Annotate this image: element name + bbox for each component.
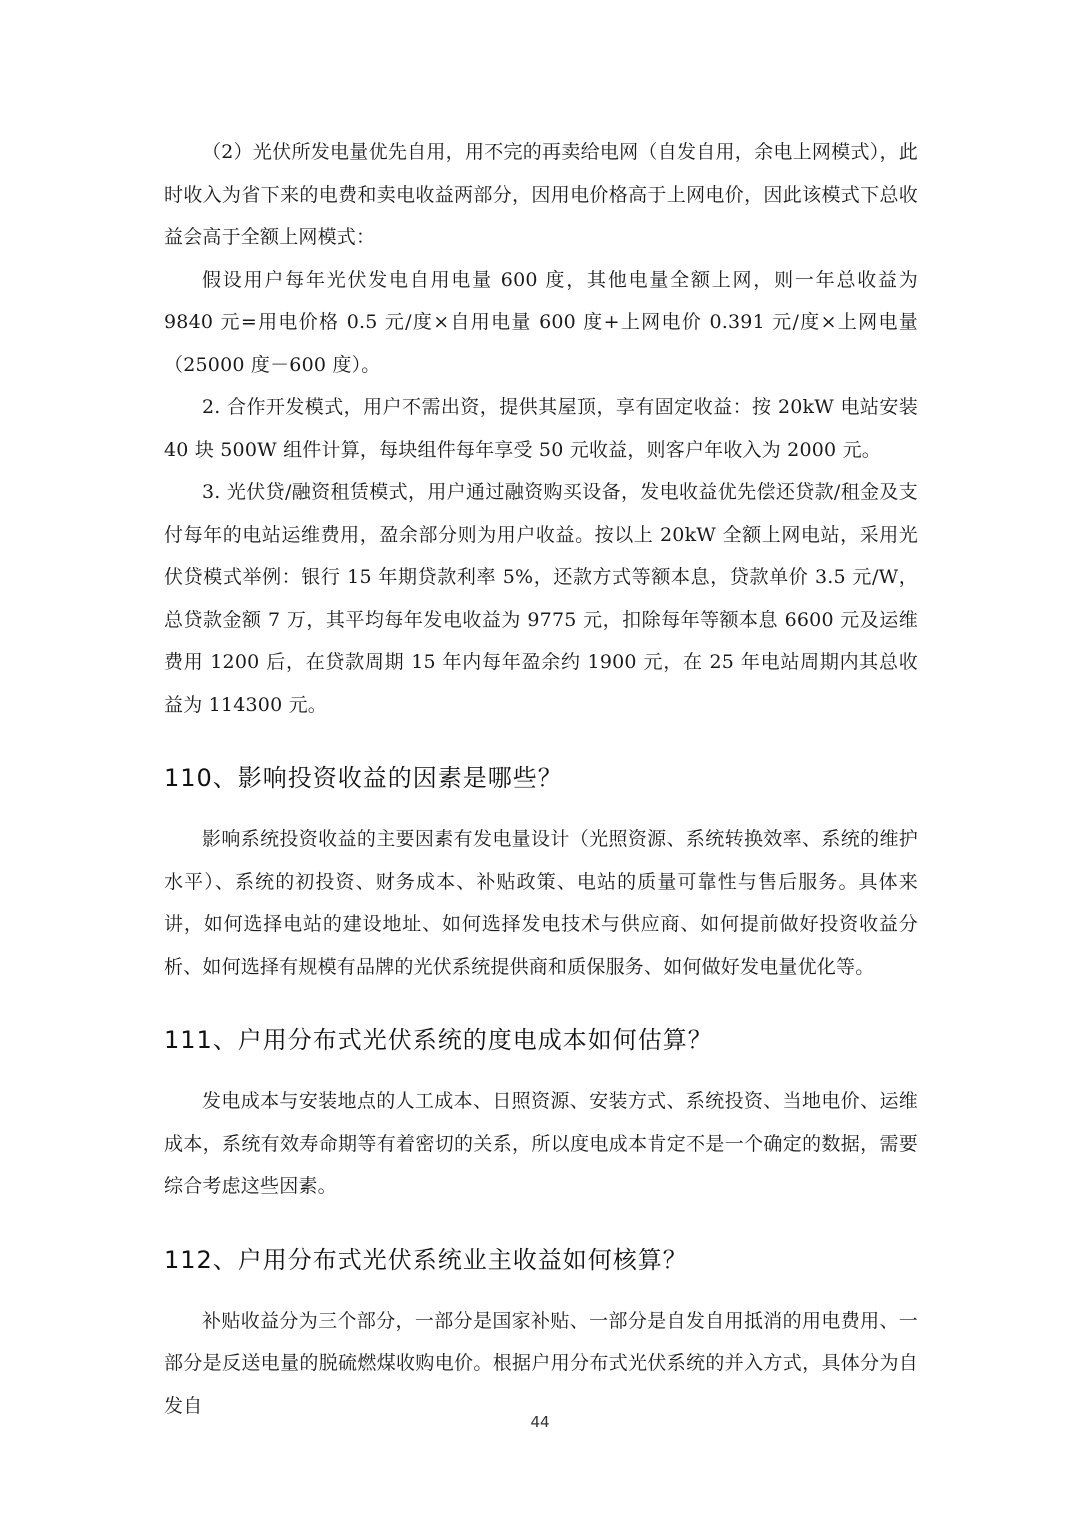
spacer (164, 1060, 918, 1080)
section-heading-111: 111、户用分布式光伏系统的度电成本如何估算？ (164, 1026, 713, 1054)
paragraph-self-use-example: 假设用户每年光伏发电自用电量 600 度，其他电量全额上网，则一年总收益为 9840 元=用电价格 0.5 元/度×自用电量 600 度+上网电价 0.391 元/度×上网电量（25000 度－600 度）。 (164, 268, 918, 376)
spacer (164, 1280, 918, 1300)
paragraph-self-use-mode: （2）光伏所发电量优先自用，用不完的再卖给电网（自发自用，余电上网模式），此时收入为省下来的电费和卖电收益两部分，因用电价格高于上网电价，因此该模式下总收益会高于全额上网模式： (164, 141, 918, 248)
section-body-111: 发电成本与安装地点的人工成本、日照资源、安装方式、系统投资、当地电价、运维成本，系统有效寿命期等有着密切的关系，所以度电成本肯定不是一个确定的数据，需要综合考虑这些因素。 (164, 1090, 918, 1197)
paragraph-loan-lease-mode: 3. 光伏贷/融资租赁模式，用户通过融资购买设备，发电收益优先偿还贷款/租金及支付每年的电站运维费用，盈余部分则为用户收益。按以上 20kW 全额上网电站，采用光伏贷模式举例：银行 15 年期贷款利率 5%，还款方式等额本息，贷款单价 3.5 元/W，总贷款金额 7 万，其平均每年发电收益为 9775 元，扣除每年等额本息 6600 元及运维费用 1200 后，在贷款周期 15 年内每年盈余约 1900 元，在 25 年电站周期内其总收益为 114300 元。 (164, 481, 918, 716)
paragraph-cooperation-mode: 2. 合作开发模式，用户不需出资，提供其屋顶，享有固定收益：按 20kW 电站安装 40 块 500W 组件计算，每块组件每年享受 50 元收益，则客户年收入为 2000 元。 (164, 396, 918, 461)
spacer (164, 1208, 918, 1240)
section-body-112: 补贴收益分为三个部分，一部分是国家补贴、一部分是自发自用抵消的用电费用、一部分是反送电量的脱硫燃煤收购电价。根据户用分布式光伏系统的并入方式，具体分为自发自 (164, 1309, 918, 1417)
spacer (164, 988, 918, 1020)
section-heading-112: 112、户用分布式光伏系统业主收益如何核算？ (164, 1245, 688, 1274)
spacer (164, 798, 918, 818)
page-content (164, 131, 918, 1427)
section-body-110: 影响系统投资收益的主要因素有发电量设计（光照资源、系统转换效率、系统的维护水平）、系统的初投资、财务成本、补贴政策、电站的质量可靠性与售后服务。具体来讲，如何选择电站的建设地址、如何选择发电技术与供应商、如何提前做好投资收益分析、如何选择有规模有品牌的光伏系统提供商和质保服务、如何做好发电量优化等。 (164, 828, 918, 978)
spacer (164, 726, 918, 758)
page-number: 44 (530, 1413, 550, 1431)
section-heading-110: 110、影响投资收益的因素是哪些？ (164, 764, 563, 792)
